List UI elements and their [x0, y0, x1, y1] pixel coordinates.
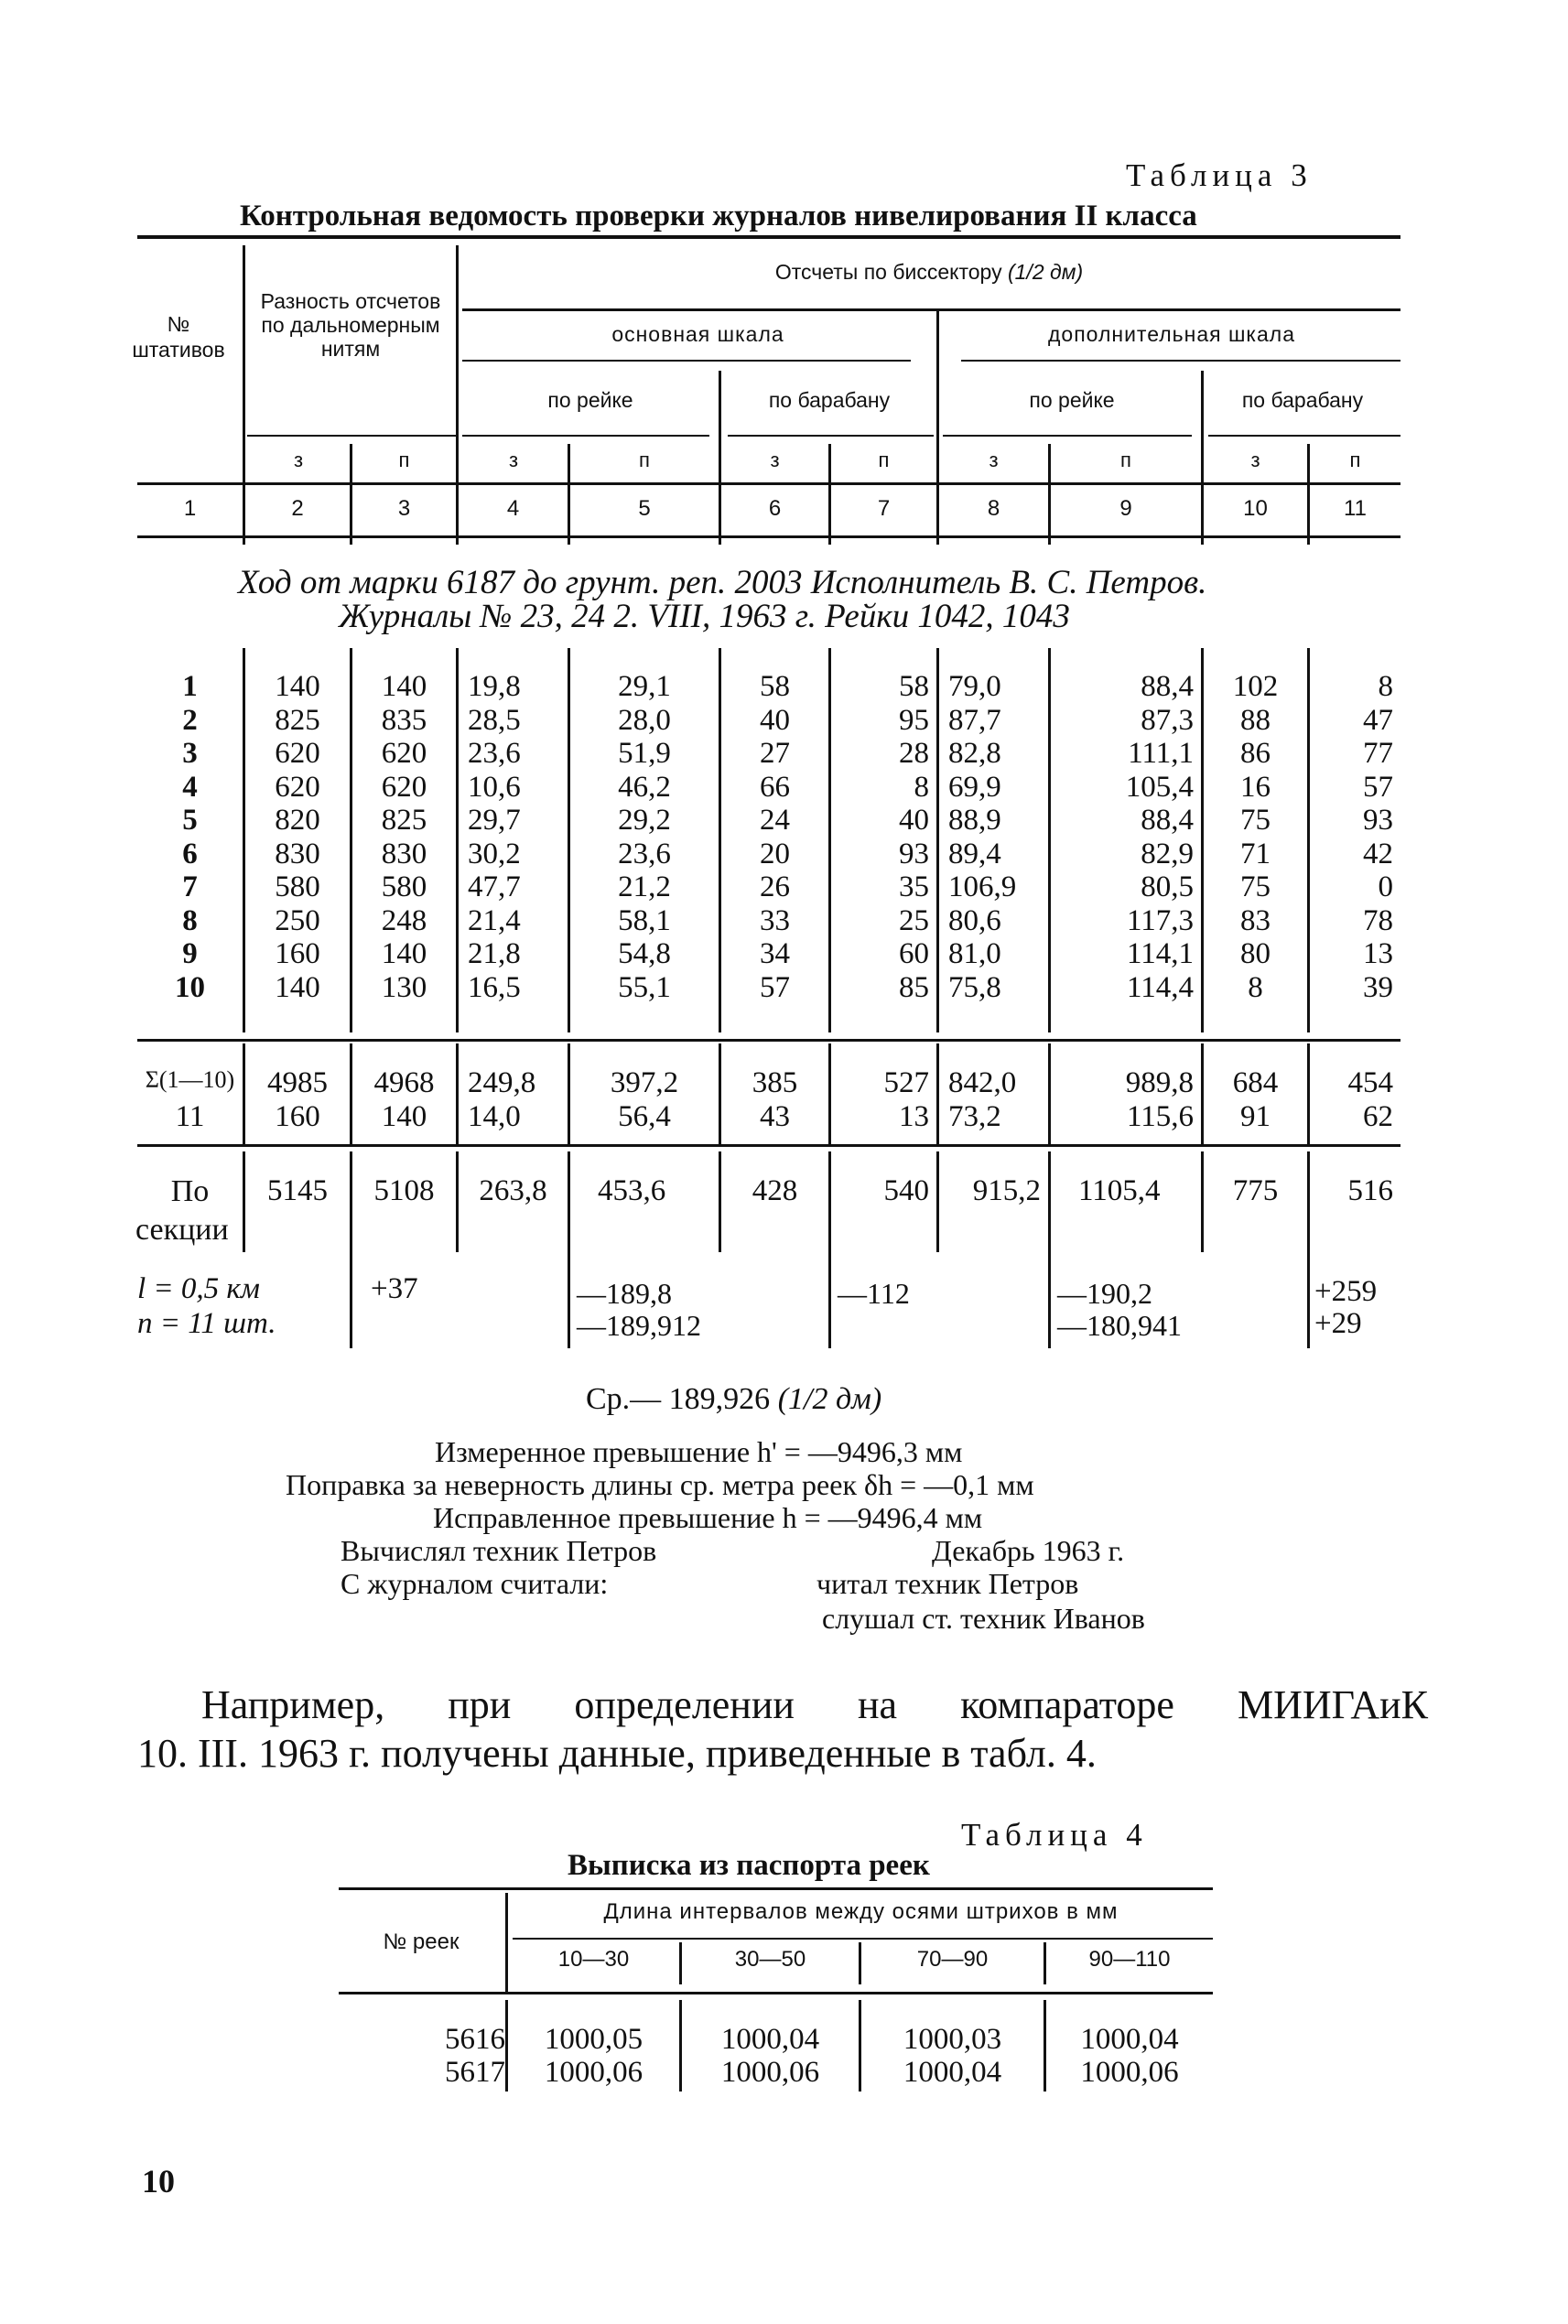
table-cell: 8: [914, 770, 929, 804]
diff-col11-a: +259: [1314, 1275, 1378, 1308]
header-p: п: [1349, 449, 1361, 471]
table-cell: 87,3: [1141, 703, 1194, 737]
sum-cell: 13: [899, 1100, 929, 1133]
column-number: 11: [1344, 496, 1367, 521]
interval-header: 70—90: [916, 1947, 989, 1972]
header-distance-diff: Разность отсчетов по дальномерным нитям: [260, 289, 441, 361]
table-cell: 75: [1240, 870, 1271, 903]
table-cell: 33: [760, 903, 790, 937]
sum-cell: 160: [275, 1100, 320, 1133]
diff-col7: —112: [838, 1277, 910, 1310]
page-number: 10: [142, 2163, 175, 2200]
column-number: 2: [291, 496, 304, 521]
station-number: 5: [182, 804, 198, 837]
table-cell: 71: [1240, 837, 1271, 870]
section-total: 540: [883, 1174, 929, 1207]
header-extra-drum: по барабану: [1241, 388, 1364, 412]
table-cell: 85: [899, 970, 929, 1004]
table-cell: 57: [1363, 770, 1393, 804]
table-cell: 81,0: [948, 937, 1001, 970]
table-cell: 54,8: [618, 937, 671, 970]
section-total: 263,8: [479, 1174, 547, 1207]
header-p: п: [878, 449, 890, 471]
column-number: 6: [768, 496, 782, 521]
header-extra-scale: дополнительная шкала: [1048, 322, 1295, 346]
rod-number: 5617: [445, 2056, 505, 2089]
average: [586, 1382, 881, 1417]
header-bisector-label: Отсчеты по биссектору: [774, 260, 1002, 284]
table-cell: 80,6: [948, 903, 1001, 937]
table-cell: 77: [1363, 737, 1393, 770]
header-bisector-unit: (1/2 дм): [1007, 260, 1084, 284]
sum-label: Σ(1—10): [145, 1066, 235, 1093]
sum-cell: 989,8: [1125, 1066, 1194, 1099]
table-cell: 825: [275, 703, 320, 737]
header-extra-rod: по рейке: [1029, 388, 1115, 412]
table-cell: 88,4: [1141, 670, 1194, 703]
column-number: 4: [506, 496, 520, 521]
section-total: 428: [752, 1174, 798, 1207]
sum-cell: 249,8: [468, 1066, 536, 1099]
table-cell: 89,4: [948, 837, 1001, 870]
header-main-scale: основная шкала: [611, 322, 784, 346]
table-cell: 57: [760, 970, 790, 1004]
sum-cell: 684: [1232, 1066, 1279, 1099]
diff-col9-b: —180,941: [1057, 1309, 1182, 1342]
table-cell: 58: [760, 670, 790, 703]
table-cell: 105,4: [1125, 770, 1194, 804]
table-cell: 28,5: [468, 703, 521, 737]
header-p: п: [639, 449, 650, 471]
sum-cell: 62: [1363, 1100, 1393, 1133]
sum-cell: 43: [760, 1100, 790, 1133]
table-cell: 66: [760, 770, 790, 804]
station-number: 6: [182, 837, 198, 870]
table-cell: 87,7: [948, 703, 1001, 737]
table-cell: 820: [275, 804, 320, 837]
table-cell: 83: [1240, 903, 1271, 937]
table-cell: 78: [1363, 903, 1393, 937]
sum-cell: 4968: [373, 1066, 435, 1099]
interval-length: 1000,04: [1080, 2023, 1179, 2056]
section-label-2: секции: [135, 1213, 229, 1247]
header-z: з: [770, 449, 780, 471]
table-cell: 21,2: [618, 870, 671, 903]
table-cell: 20: [760, 837, 790, 870]
column-number: 8: [987, 496, 1000, 521]
table-cell: 40: [899, 804, 929, 837]
sum-cell: 385: [752, 1066, 798, 1099]
interval-length: 1000,04: [903, 2056, 1002, 2089]
station-number: 10: [175, 970, 205, 1004]
section-total: 915,2: [972, 1174, 1041, 1207]
table-cell: 82,8: [948, 737, 1001, 770]
table-cell: 248: [381, 903, 427, 937]
table-cell: 25: [899, 903, 929, 937]
date: Декабрь 1963 г.: [932, 1534, 1125, 1567]
table-cell: 93: [899, 837, 929, 870]
column-number: 5: [638, 496, 651, 521]
station-number: 4: [182, 770, 198, 804]
table-cell: 117,3: [1126, 903, 1194, 937]
header-main-rod: по рейке: [547, 388, 633, 412]
section-total: 775: [1232, 1174, 1279, 1207]
paragraph-line-2: 10. III. 1963 г. получены данные, приведенные в табл. 4.: [137, 1731, 1097, 1776]
table-cell: 80,5: [1141, 870, 1194, 903]
table-cell: 69,9: [948, 770, 1001, 804]
table-cell: 160: [275, 937, 320, 970]
diff-col9-a: —190,2: [1057, 1277, 1152, 1310]
table-cell: 80: [1240, 937, 1271, 970]
header-z: з: [508, 449, 519, 471]
table4-title: Выписка из паспорта реек: [568, 1849, 930, 1882]
sum-cell: 56,4: [618, 1100, 671, 1133]
table-cell: 39: [1363, 970, 1393, 1004]
table-cell: 23,6: [468, 737, 521, 770]
route-line-2: Журналы № 23, 24 2. VIII, 1963 г. Рейки 1042, 1043: [339, 598, 1070, 635]
count-label: n = 11 шт.: [137, 1307, 276, 1340]
sum-cell: 14,0: [468, 1100, 521, 1133]
table-cell: 30,2: [468, 837, 521, 870]
table-cell: 28,0: [618, 703, 671, 737]
sum-cell: 454: [1347, 1066, 1393, 1099]
table-cell: 114,1: [1126, 937, 1194, 970]
sum-cell: 842,0: [948, 1066, 1017, 1099]
table-cell: 140: [275, 670, 320, 703]
table-cell: 580: [381, 870, 427, 903]
read-by: читал техник Петров: [816, 1567, 1079, 1600]
table-cell: 58: [899, 670, 929, 703]
table-cell: 835: [381, 703, 427, 737]
table-cell: 830: [381, 837, 427, 870]
station-number: 8: [182, 903, 198, 937]
diff-col5-b: —189,912: [577, 1309, 701, 1342]
interval-header: 90—110: [1088, 1947, 1171, 1972]
header-z: з: [1250, 449, 1260, 471]
route-line-1: Ход от марки 6187 до грунт. реп. 2003 Исполнитель В. С. Петров.: [238, 564, 1207, 601]
table-cell: 8: [1248, 970, 1263, 1004]
header-main-drum: по барабану: [768, 388, 891, 412]
table-cell: 34: [760, 937, 790, 970]
table-cell: 19,8: [468, 670, 521, 703]
average-unit: (1/2 дм): [777, 1382, 882, 1416]
interval-length: 1000,03: [903, 2023, 1002, 2056]
sum-cell: 73,2: [948, 1100, 1001, 1133]
station-number: 7: [182, 870, 198, 903]
table-cell: 93: [1363, 804, 1393, 837]
table-cell: 29,7: [468, 804, 521, 837]
table-cell: 42: [1363, 837, 1393, 870]
table-cell: 51,9: [618, 737, 671, 770]
diff-col5-a: —189,8: [577, 1277, 672, 1310]
table-cell: 55,1: [618, 970, 671, 1004]
table3-title: Контрольная ведомость проверки журналов нивелирования II класса: [240, 200, 1197, 232]
length-label: l = 0,5 км: [137, 1272, 260, 1305]
table3-number: Таблица 3: [1126, 157, 1313, 193]
table-cell: 580: [275, 870, 320, 903]
table-cell: 27: [760, 737, 790, 770]
table-cell: 10,6: [468, 770, 521, 804]
header-z: з: [293, 449, 304, 471]
table-cell: 620: [381, 770, 427, 804]
table-cell: 106,9: [948, 870, 1017, 903]
paragraph-line-1: Например, при определении на компараторе МИИГАиК: [201, 1682, 1428, 1727]
header-p: п: [1120, 449, 1131, 471]
listened-by: слушал ст. техник Иванов: [822, 1602, 1145, 1635]
table-cell: 0: [1378, 870, 1393, 903]
header-bisector: [462, 260, 1396, 285]
table-cell: 620: [275, 737, 320, 770]
sum-label: 11: [175, 1100, 205, 1133]
interval-header: 10—30: [557, 1947, 630, 1972]
table-cell: 88,9: [948, 804, 1001, 837]
sum-cell: 140: [381, 1100, 427, 1133]
interval-length: 1000,06: [720, 2056, 820, 2089]
column-number: 1: [183, 496, 197, 521]
table-cell: 95: [899, 703, 929, 737]
table-cell: 40: [760, 703, 790, 737]
table-cell: 58,1: [618, 903, 671, 937]
section-label-1: По: [170, 1174, 210, 1208]
average-value: Ср.— 189,926: [586, 1382, 771, 1416]
column-number: 9: [1119, 496, 1132, 521]
sum-cell: 397,2: [610, 1066, 679, 1099]
table-cell: 75,8: [948, 970, 1001, 1004]
table-cell: 250: [275, 903, 320, 937]
header-station: № штативов: [132, 312, 225, 362]
table-cell: 23,6: [618, 837, 671, 870]
table-cell: 140: [381, 937, 427, 970]
station-number: 3: [182, 737, 198, 770]
section-total: 5108: [373, 1174, 435, 1207]
checked-with: С журналом считали:: [341, 1567, 609, 1600]
table-cell: 86: [1240, 737, 1271, 770]
table-cell: 26: [760, 870, 790, 903]
station-number: 1: [182, 670, 198, 703]
table-cell: 16,5: [468, 970, 521, 1004]
table-cell: 114,4: [1126, 970, 1194, 1004]
header-p: п: [398, 449, 410, 471]
table-cell: 60: [899, 937, 929, 970]
corrected-height: Исправленное превышение h = —9496,4 мм: [433, 1501, 983, 1534]
table-cell: 79,0: [948, 670, 1001, 703]
section-total: 1105,4: [1078, 1174, 1161, 1207]
table-cell: 130: [381, 970, 427, 1004]
table-cell: 75: [1240, 804, 1271, 837]
column-number: 10: [1243, 496, 1268, 521]
station-number: 9: [182, 937, 198, 970]
sum-cell: 91: [1240, 1100, 1271, 1133]
diff-col3: +37: [371, 1272, 418, 1305]
table-cell: 29,2: [618, 804, 671, 837]
measured-height: Измеренное превышение h' = —9496,3 мм: [435, 1435, 963, 1468]
interval-header: 30—50: [734, 1947, 806, 1972]
table-cell: 21,4: [468, 903, 521, 937]
computed-by: Вычислял техник Петров: [341, 1534, 657, 1567]
interval-length: 1000,04: [720, 2023, 820, 2056]
table-cell: 825: [381, 804, 427, 837]
station-number: 2: [182, 703, 198, 737]
table-cell: 46,2: [618, 770, 671, 804]
table-cell: 140: [381, 670, 427, 703]
table-cell: 24: [760, 804, 790, 837]
table-cell: 140: [275, 970, 320, 1004]
sum-cell: 4985: [267, 1066, 328, 1099]
table-cell: 830: [275, 837, 320, 870]
table-cell: 8: [1378, 670, 1393, 703]
column-number: 3: [397, 496, 411, 521]
section-total: 516: [1347, 1174, 1393, 1207]
table-cell: 620: [275, 770, 320, 804]
interval-length: 1000,06: [1080, 2056, 1179, 2089]
table-cell: 47: [1363, 703, 1393, 737]
column-number: 7: [877, 496, 891, 521]
diff-col11-b: +29: [1314, 1307, 1362, 1340]
table4-col-group: Длина интервалов между осями штрихов в мм: [603, 1899, 1119, 1924]
table-cell: 111,1: [1128, 737, 1194, 770]
table-cell: 47,7: [468, 870, 521, 903]
table-cell: 28: [899, 737, 929, 770]
interval-length: 1000,06: [544, 2056, 643, 2089]
table-cell: 620: [381, 737, 427, 770]
sum-cell: 115,6: [1126, 1100, 1194, 1133]
section-total: 453,6: [598, 1174, 666, 1207]
section-total: 5145: [267, 1174, 328, 1207]
header-z: з: [989, 449, 999, 471]
interval-length: 1000,05: [544, 2023, 643, 2056]
table4-col-rod: № реек: [383, 1929, 460, 1954]
correction: Поправка за неверность длины ср. метра реек δh = —0,1 мм: [286, 1468, 1034, 1501]
table-cell: 13: [1363, 937, 1393, 970]
table-cell: 21,8: [468, 937, 521, 970]
table-cell: 82,9: [1141, 837, 1194, 870]
table4-number: Таблица 4: [961, 1817, 1148, 1853]
table-cell: 102: [1232, 670, 1279, 703]
rod-number: 5616: [445, 2023, 505, 2056]
table-cell: 88: [1240, 703, 1271, 737]
table-cell: 16: [1240, 770, 1271, 804]
table-cell: 29,1: [618, 670, 671, 703]
table-cell: 35: [899, 870, 929, 903]
table-cell: 88,4: [1141, 804, 1194, 837]
sum-cell: 527: [883, 1066, 929, 1099]
